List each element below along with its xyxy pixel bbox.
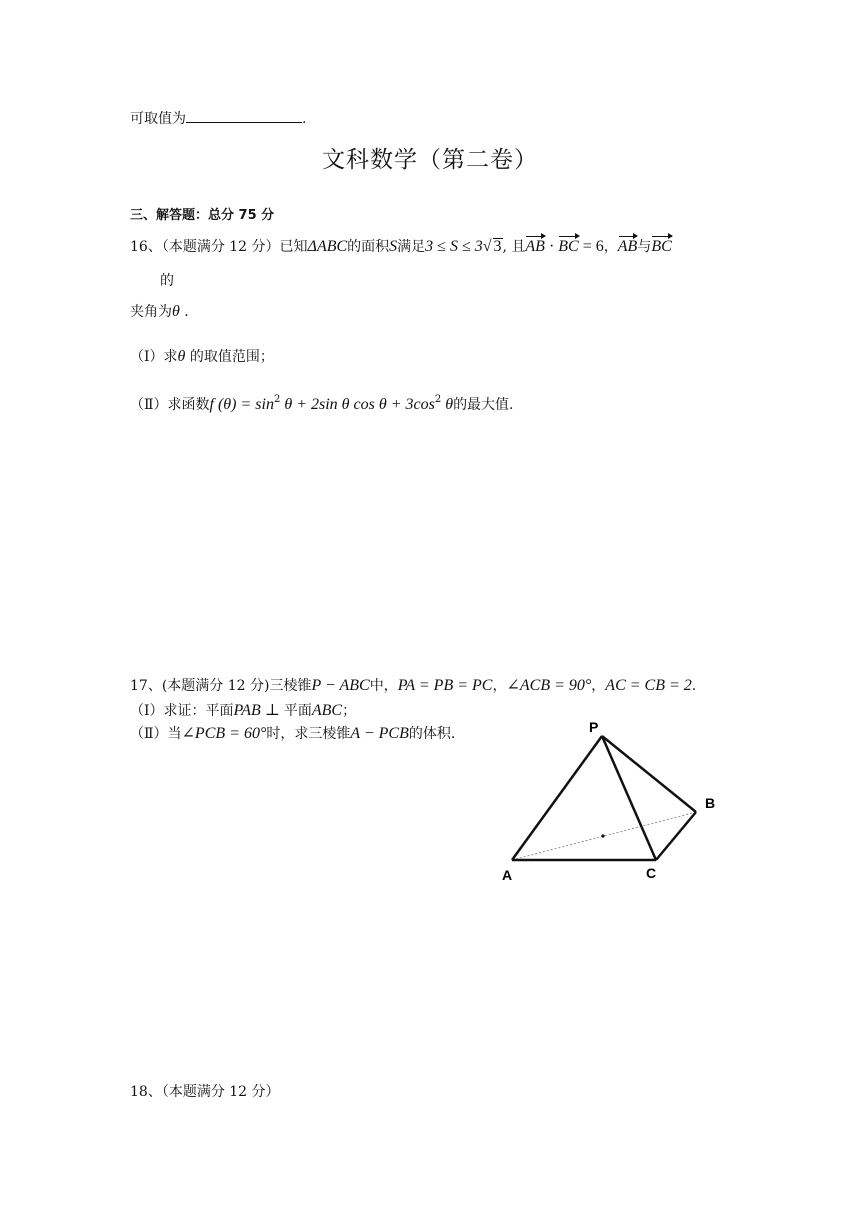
exponent: 2 — [434, 394, 442, 405]
q17-line1 — [130, 675, 696, 695]
q16-text: 已知 — [279, 239, 308, 255]
function-expression: θ — [441, 396, 454, 413]
q16-text: 夹角为 — [130, 304, 172, 320]
label-p: P — [589, 719, 599, 735]
plane-abc: ABC — [311, 702, 343, 719]
q17-part1 — [130, 700, 356, 720]
q16-line1 — [130, 236, 672, 256]
sqrt-argument: 3 — [493, 238, 502, 255]
function-expression: θ + 2sin θ cos θ + 3cos — [280, 396, 435, 413]
q16-text: ， — [603, 239, 618, 255]
q16-wrap — [160, 270, 174, 290]
q16-text: 的取值范围； — [185, 349, 274, 365]
q16-part1 — [130, 346, 274, 366]
top-line-period: . — [302, 111, 307, 127]
dot-operator: · — [544, 238, 559, 255]
q17-text: 三棱锥 — [269, 678, 312, 694]
edge-cb — [656, 812, 696, 860]
edge-pb — [602, 736, 696, 812]
q16-points: （本题满分 12 分） — [161, 239, 280, 255]
section-heading: 三、解答题：总分 75 分 — [130, 208, 275, 223]
top-line-text: 可取值为 — [130, 111, 186, 127]
equal-edges: PA = PB = PC — [397, 677, 493, 694]
theta-symbol: θ — [172, 303, 180, 320]
pyramid-name: P − ABC — [311, 677, 370, 694]
q17-text: ， — [591, 678, 606, 694]
q16-text: 的 — [160, 273, 174, 289]
q17-text: . — [691, 678, 697, 694]
label-c: C — [646, 865, 657, 881]
q17-text: 中， — [369, 678, 398, 694]
q16-area-symbol: S — [389, 238, 398, 255]
angle-pcb: ∠PCB = 60° — [181, 725, 267, 742]
right-angle: ∠ACB = 90° — [506, 677, 592, 694]
pyramid-figure — [500, 712, 740, 892]
q18-number: 18、 — [130, 1084, 162, 1100]
q17-text: 的体积. — [408, 726, 456, 742]
q16-number: 16、 — [130, 239, 162, 255]
q16-part2-label: （Ⅱ）求函数 — [130, 397, 210, 413]
q16-text: 的面积 — [347, 239, 390, 255]
q17-text: ； — [342, 703, 357, 719]
q16-part1-label: （Ⅰ）求 — [130, 349, 178, 365]
q16-text: . — [179, 304, 189, 320]
q17-text: 时，求三棱锥 — [266, 726, 351, 742]
midpoint-dot — [601, 834, 604, 837]
q17-text: ， — [492, 678, 507, 694]
answer-blank[interactable] — [186, 110, 302, 123]
q16-inequality: 3 ≤ S ≤ 3 — [425, 238, 483, 255]
q16-equals-6: = 6 — [578, 238, 604, 255]
q16-text: 满足 — [397, 239, 426, 255]
plane-pab: PAB — [233, 702, 261, 719]
q17-text: 平面 — [283, 703, 312, 719]
q17-part1-label: （Ⅰ）求证：平面 — [130, 703, 234, 719]
theta-symbol: θ — [177, 348, 186, 365]
q17-number: 17、 — [130, 678, 162, 694]
label-a: A — [502, 867, 513, 883]
edge-pa — [512, 736, 602, 860]
pyramid-apcb: A − PCB — [350, 725, 409, 742]
page-title: 文科数学（第二卷） — [322, 147, 538, 173]
q17-part2-label: （Ⅱ）当 — [130, 726, 182, 742]
vector-bc: BC — [651, 238, 672, 255]
q18-line1 — [130, 1081, 280, 1101]
q17-part2 — [130, 723, 455, 743]
edge-lengths: AC = CB = 2 — [605, 677, 692, 694]
q16-text: 与 — [637, 239, 652, 255]
perpendicular-symbol: ⊥ — [260, 702, 284, 719]
q18-points: （本题满分 12 分） — [161, 1084, 280, 1100]
sqrt-sign: √ — [482, 238, 492, 255]
vector-ab: AB — [525, 238, 545, 255]
exponent: 2 — [273, 394, 281, 405]
q16-part2 — [130, 394, 514, 414]
label-b: B — [705, 795, 716, 811]
vector-bc: BC — [558, 238, 579, 255]
top-line — [130, 108, 306, 128]
vector-ab: AB — [617, 238, 638, 255]
q16-triangle: ΔABC — [307, 238, 348, 255]
q16-text: 的最大值. — [453, 397, 514, 413]
function-expression: f (θ) = sin — [209, 396, 274, 413]
edge-pc — [602, 736, 656, 860]
q17-points: (本题满分 12 分) — [161, 678, 270, 694]
q16-line2 — [130, 301, 189, 321]
section-heading-line — [130, 204, 274, 223]
q16-text: , 且 — [502, 239, 526, 255]
